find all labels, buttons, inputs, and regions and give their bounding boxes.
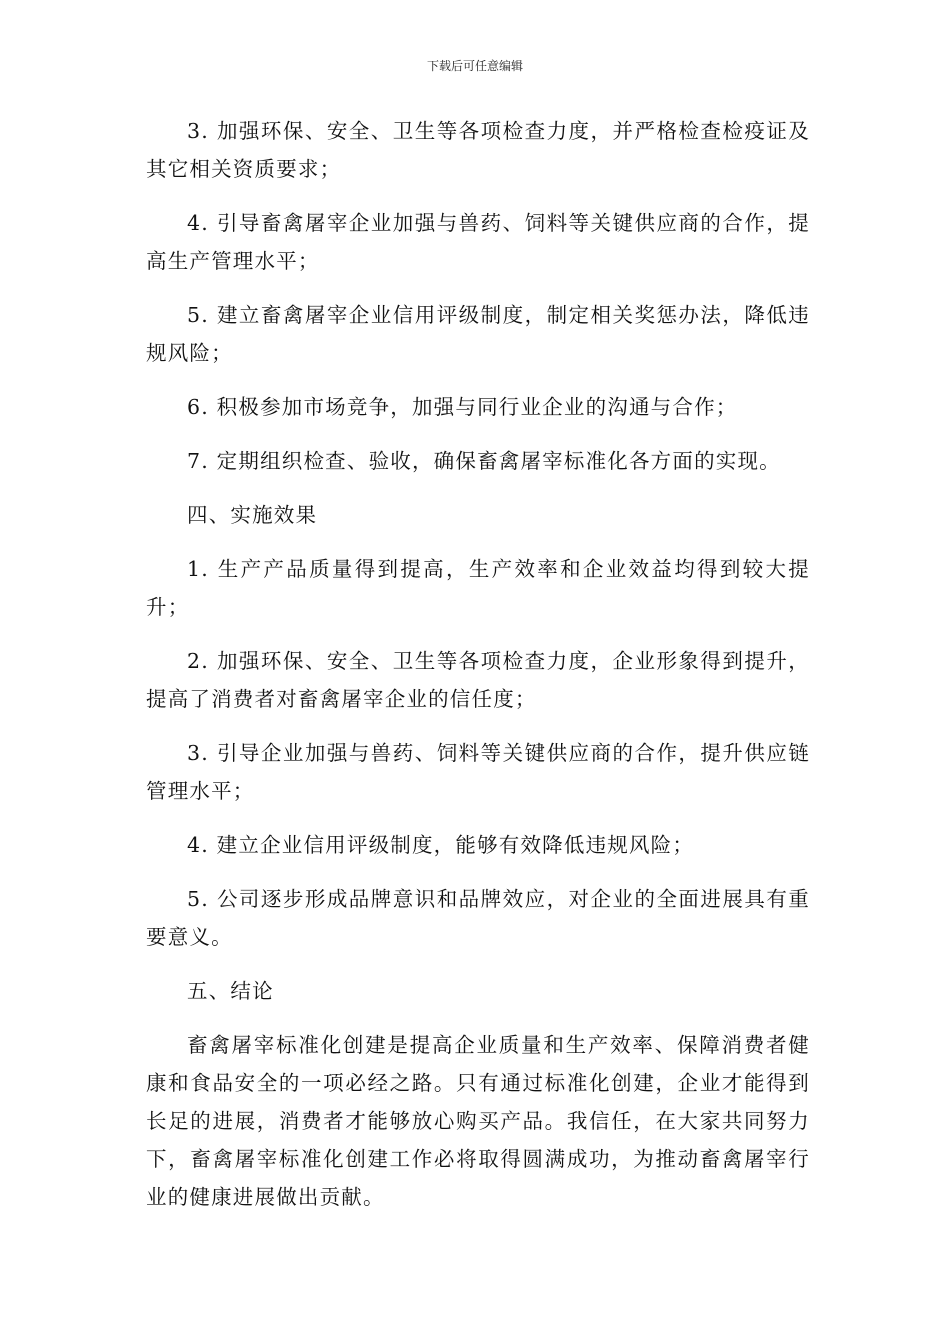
document-body <box>146 112 810 1232</box>
effect-item-2: 2. 加强环保、安全、卫生等各项检查力度，企业形象得到提升，提高了消费者对畜禽屠宰企业的信任度； <box>146 649 810 711</box>
paragraph-item-7: 7. 定期组织检查、验收，确保畜禽屠宰标准化各方面的实现。 <box>187 449 781 473</box>
effect-item-3: 3. 引导企业加强与兽药、饲料等关键供应商的合作，提升供应链管理水平； <box>146 741 810 803</box>
section-heading-implementation-effects: 四、实施效果 <box>187 503 318 527</box>
paragraph-item-6: 6. 积极参加市场竞争，加强与同行业企业的沟通与合作； <box>187 395 738 419</box>
section-heading-conclusion: 五、结论 <box>187 979 274 1003</box>
conclusion-paragraph: 畜禽屠宰标准化创建是提高企业质量和生产效率、保障消费者健康和食品安全的一项必经之路。只有通过标准化创建，企业才能得到长足的进展，消费者才能够放心购买产品。我信任，在大家共同努力下，畜禽屠宰标准化创建工作必将取得圆满成功，为推动畜禽屠宰行业的健康进展做出贡献。 <box>146 1033 810 1209</box>
effect-item-5: 5. 公司逐步形成品牌意识和品牌效应，对企业的全面进展具有重要意义。 <box>146 887 810 949</box>
effect-item-1: 1. 生产产品质量得到提高，生产效率和企业效益均得到较大提升； <box>146 557 810 619</box>
paragraph-item-4: 4. 引导畜禽屠宰企业加强与兽药、饲料等关键供应商的合作，提高生产管理水平； <box>146 211 810 273</box>
paragraph-item-3: 3. 加强环保、安全、卫生等各项检查力度，并严格检查检疫证及其它相关资质要求； <box>146 119 810 181</box>
paragraph-item-5: 5. 建立畜禽屠宰企业信用评级制度，制定相关奖惩办法，降低违规风险； <box>146 303 810 365</box>
effect-item-4: 4. 建立企业信用评级制度，能够有效降低违规风险； <box>187 833 695 857</box>
page-header-note: 下载后可任意编辑 <box>426 59 523 73</box>
